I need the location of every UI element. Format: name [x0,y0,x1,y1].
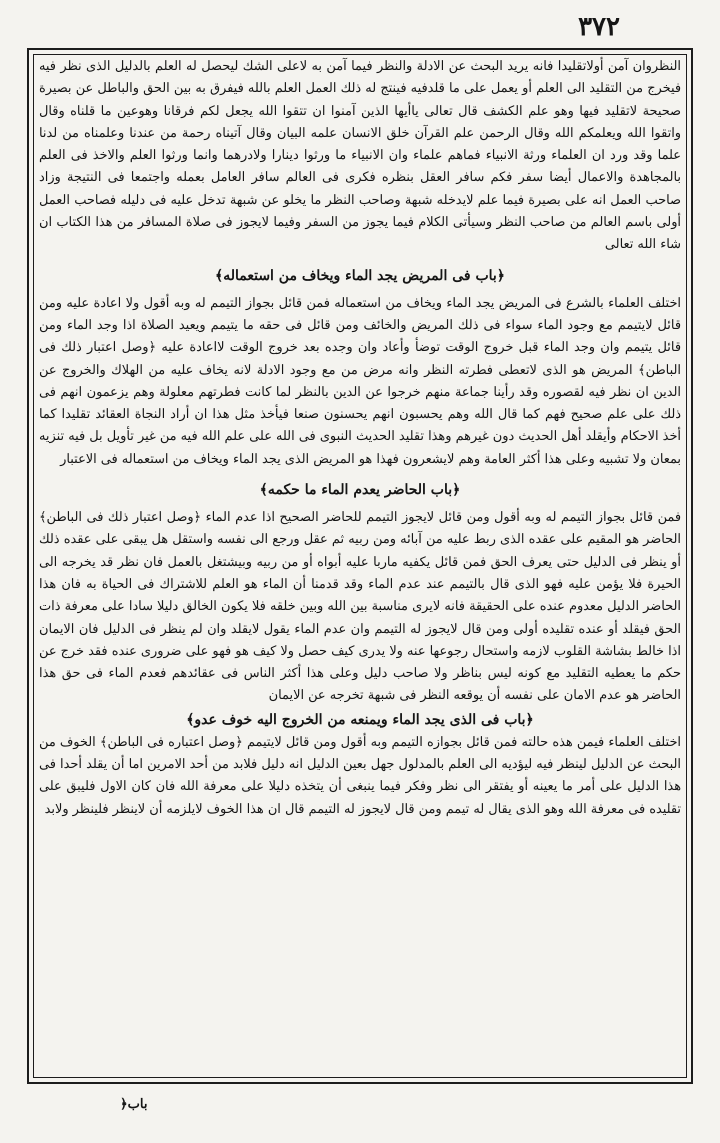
page-number: ٣٧٢ [578,12,620,42]
paragraph-sick: اختلف العلماء بالشرع فى المريض يجد الماء ويخاف من استعماله فمن قائل بجواز التيمم له وبه أقول ولا اعادة عليه ومن قائل لايتيمم مع وجود الماء سواء فى ذلك المريض والخائف ومن قائل فى حقه ما يتيمم ويعيد الصلاة اذا وجد الماء ومن قائل يتيمم وان وجد الماء قبل خروج الوقت توضأ وأعاد وان وجده بعد خروج الوقت لااعادة عليه ﴿وصل اعتبار ذلك فى الباطن﴾ المريض هو الذى لاتعطى فطرته النظر وانه مرض من مع وجود الادلة لانه يخاف عليه من الهلاك والخروج عن الدين ان نظر فيه لقصوره وقد رأينا جماعة منهم خرجوا عن الدين بالنظر لما كانت فطرتهم معلولة وهم يزعمون انهم فى ذلك على علم صحيح فهم كما قال الله وهم يحسبون انهم يحسنون صنعا فيأخذ مثل هذا ان أراد النجاة العقائد تقليدا كما أخذ الاحكام وأيقلد أهل الحديث دون غيرهم وهذا تقليد الحديث النبوى فى الله على علم الله فيه من غير تأويل بل فيه تنزيه بمعان ولا تشبيه وعلى هذا أكثر العامة وهم لايشعرون فهذا هو المريض الذى يجد الماء ويخاف من استعماله فى الاعتبار [39,295,681,467]
paragraph-fear: اختلف العلماء فيمن هذه حالته فمن قائل بجوازه التيمم وبه أقول ومن قائل لايتيمم ﴿وصل اعتباره فى الباطن﴾ الخوف من البحث عن الدليل لينظر فيه ليؤديه الى العلم بالمدلول جهل بعين الدليل انه دليل فلابد من أحد الامرين اما أن يقلد أحدا فى هذا الدليل على أمر ما يعينه أو يفتقر الى نظر وفكر فيما ينبغى أن يتخذه دليلا على معرفة الله فان كان الاول فليبق على تقليده فى معرفة الله وهو الذى يقال له تيمم ومن قال لايجوز له التيمم قال ان هذا الخوف لايلزمه أن لاينظر فلينظر ولابد [39,734,681,817]
section-heading-sick: ﴿باب فى المريض يجد الماء ويخاف من استعماله﴾ [215,267,505,284]
page-body [39,56,681,821]
page-frame [27,48,693,1084]
section-heading-resident: ﴿باب الحاضر يعدم الماء ما حكمه﴾ [259,482,461,499]
section-heading-fear: ﴿باب فى الذى يجد الماء ويمنعه من الخروج اليه خوف عدو﴾ [186,711,534,728]
paragraph-resident: فمن قائل بجواز التيمم له وبه أقول ومن قائل لايجوز التيمم للحاضر الصحيح اذا عدم الماء ﴿وصل اعتبار ذلك فى الباطن﴾ الحاضر هو المقيم على عقده الذى ربط عليه من آبائه ومن ربيه ثم عقل ورجع الى نفسه واستقل هل يبقى على عقده ذلك أو ينظر فى الدليل حتى يعرف الحق فمن قائل يكفيه ماربا عليه أبواه أو من ربيه وبيشتغل بالعمل فان نظر قد يخرجه الى الحيرة فلا يؤمن عليه فهو الذى قال بالتيمم عند عدم الماء وقد قدمنا أن الماء هو العلم للاشتراك فى الحياة به فان هذا الحاضر الدليل معدوم عنده على الحقيقة فانه لايرى مناسبة بين الله وبين خلقه فلا يكون الخالق دليلا سادا على معرفة ذات الحق فيقلد أو عنده تقليده أولى ومن قال لايجوز له التيمم وان عدم الماء يقول لايقلد وان لم ينظر فى الدليل فان الايمان اذا خالط بشاشة القلوب لازمه واستحال رجوعها عنه ولا يدرى كيف حصل ولا كيف هو فهو على ضرورى عنده فقد خرج عن حكم ما يعطيه التقليد مع كونه ليس بناظر ولا صاحب دليل وعلى هذا أكثر الناس فى عقائدهم فعدم الماء فى حق هذا الحاضر هو عدم الامان على نفسه أن يوقعه النظر فى شبهة تخرجه عن الايمان [39,510,681,704]
catchword: ﴿باب [120,1097,148,1112]
paragraph-intro: النظروان آمن أولاتقليدا فانه يريد البحث عن الادلة والنظر فيما آمن به لاعلى الشك ليحصل له العلم بالدليل الذى نظر فيه فيخرج من التقليد الى العلم أو يعمل على ما قلدفيه فينتج له ذلك العمل العلم بالله فيفرق به بين الحق والباطل عن بصيرة صحيحة لاتقليد فيها وهو علم الكشف قال تعالى ياأيها الذين آمنوا ان تتقوا الله يجعل لكم فرقانا وهوعين ما قلناه وقال واتقوا الله ويعلمكم الله وقال الرحمن علم القرآن خلق الانسان علمه البيان وقال آتيناه رحمة من عندنا وعلمناه من لدنا علما وقد ورد ان العلماء ورثة الانبياء فماهم علماء وان الانبياء ما ورثوا دينارا ولادرهما وانما ورثوا العلم والاخذ فى العلم بالمجاهدة والاعمال أيضا سفر فكم سافر العقل بنظره فكرى فى العالم سافر العامل بعمله واجتمعا فى النتيجة وزاد صاحب العمل انه على بصيرة فيما علم لايدخله شبهة وصاحب النظر ما يخلو عن شبهة تدخل عليه فى دليله فصاحب العمل أولى باسم العالم من صاحب النظر وسيأتى الكلام فيما يجوز من السفر وفيما لايجوز فى صلاة المسافر من هذا الكتاب ان شاء الله تعالى [39,59,681,253]
